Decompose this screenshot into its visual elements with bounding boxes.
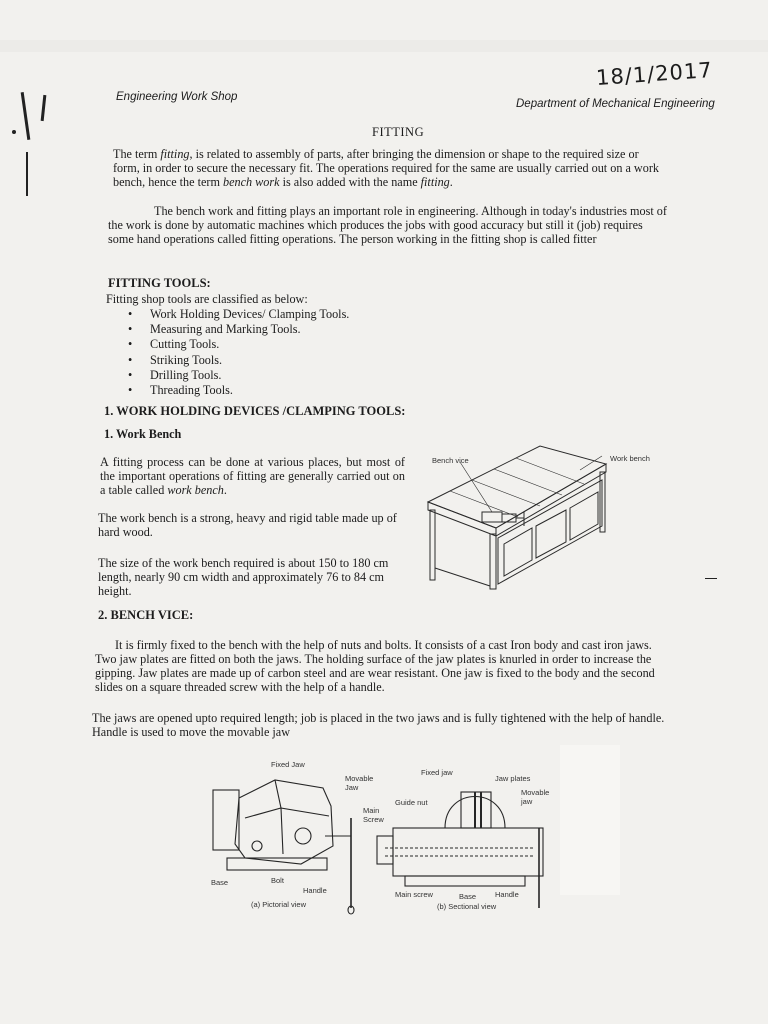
intro-paragraph-2: The bench work and fitting plays an important role in engineering. Although in today's industries most of the work is done by automatic machines which produces the jobs with good accuracy but still it (job) requires some hand operations called fitting operations. The person working in the fitting shop is called fitter	[108, 204, 667, 246]
bench-vice-figure	[205, 758, 565, 918]
work-bench-paragraph-1: A fitting process can be done at various places, but most of the important operations of fitting are generally carried out on a table called work bench.	[100, 455, 405, 497]
work-bench-paragraph-3: The size of the work bench required is about 150 to 180 cm length, nearly 90 cm width and approximately 76 to 84 cm height.	[98, 556, 389, 598]
list-item: • Measuring and Marking Tools.	[128, 322, 349, 337]
label-bolt: Bolt	[271, 876, 284, 885]
label-handle: Handle	[303, 886, 327, 895]
label-main-screw: Main Screw	[363, 806, 384, 824]
margin-mark	[26, 152, 28, 196]
work-holding-heading: 1. WORK HOLDING DEVICES /CLAMPING TOOLS:	[104, 404, 406, 418]
label-bench-vice: Bench vice	[432, 456, 469, 465]
caption-sectional: (b) Sectional view	[437, 902, 497, 911]
label-main-screw-2: Main screw	[395, 890, 433, 899]
list-item: • Work Holding Devices/ Clamping Tools.	[128, 307, 349, 322]
list-item: • Threading Tools.	[128, 383, 349, 398]
margin-mark	[12, 130, 16, 134]
intro-paragraph-1: The term fitting, is related to assembly of parts, after bringing the dimension or shape to the required size or form, in order to secure the necessary fit. The operations required for the same are usually carried out on a work bench, hence the term bench work is also added with the name fitting.	[113, 147, 659, 189]
work-bench-paragraph-2: The work bench is a strong, heavy and rigid table made up of hard wood.	[98, 511, 397, 539]
fitting-tools-heading: FITTING TOOLS:	[108, 276, 211, 290]
label-handle-2: Handle	[495, 890, 519, 899]
label-guide-nut: Guide nut	[395, 798, 428, 807]
list-item: • Striking Tools.	[128, 353, 349, 368]
list-item: • Cutting Tools.	[128, 337, 349, 352]
label-movable-jaw: Movable Jaw	[345, 774, 374, 792]
margin-mark	[21, 92, 31, 140]
paper-patch	[560, 745, 620, 895]
label-fixed-jaw-2: Fixed jaw	[421, 768, 453, 777]
scan-band	[0, 40, 768, 52]
work-bench-figure	[420, 440, 680, 600]
label-fixed-jaw: Fixed Jaw	[271, 760, 305, 769]
caption-pictorial: (a) Pictorial view	[251, 900, 307, 909]
label-jaw-plates: Jaw plates	[495, 774, 531, 783]
margin-mark	[41, 95, 47, 121]
margin-mark	[705, 578, 717, 579]
bench-vice-paragraph-2: The jaws are opened upto required length; job is placed in the two jaws and is fully tightened with the help of handle. Handle is used to move the movable jaw	[92, 711, 665, 739]
handwritten-date: 18/1/2017	[595, 57, 714, 91]
label-movable-jaw-2: Movable jaw	[521, 788, 550, 806]
bench-vice-paragraph-1: It is firmly fixed to the bench with the help of nuts and bolts. It consists of a cast Iron body and cast iron jaws. Two jaw plates are fitted on both the jaws. The holding surface of the jaw plates is knurled in order to increase the gipping. Jaw plates are made up of carbon steel and are wear resistant. One jaw is fixed to the body and the second slides on a square threaded screw with the help of a handle.	[95, 638, 655, 694]
label-work-bench: Work bench	[610, 454, 650, 463]
label-base-2: Base	[459, 892, 477, 901]
work-bench-subheading: 1. Work Bench	[104, 427, 182, 441]
header-left: Engineering Work Shop	[116, 91, 238, 103]
list-item: • Drilling Tools.	[128, 368, 349, 383]
tools-list	[128, 307, 349, 398]
header-right: Department of Mechanical Engineering	[516, 98, 715, 110]
fitting-tools-desc: Fitting shop tools are classified as below:	[106, 292, 308, 306]
bench-vice-heading: 2. BENCH VICE:	[98, 608, 194, 622]
label-base: Base	[211, 878, 229, 887]
page-title: FITTING	[372, 125, 425, 139]
